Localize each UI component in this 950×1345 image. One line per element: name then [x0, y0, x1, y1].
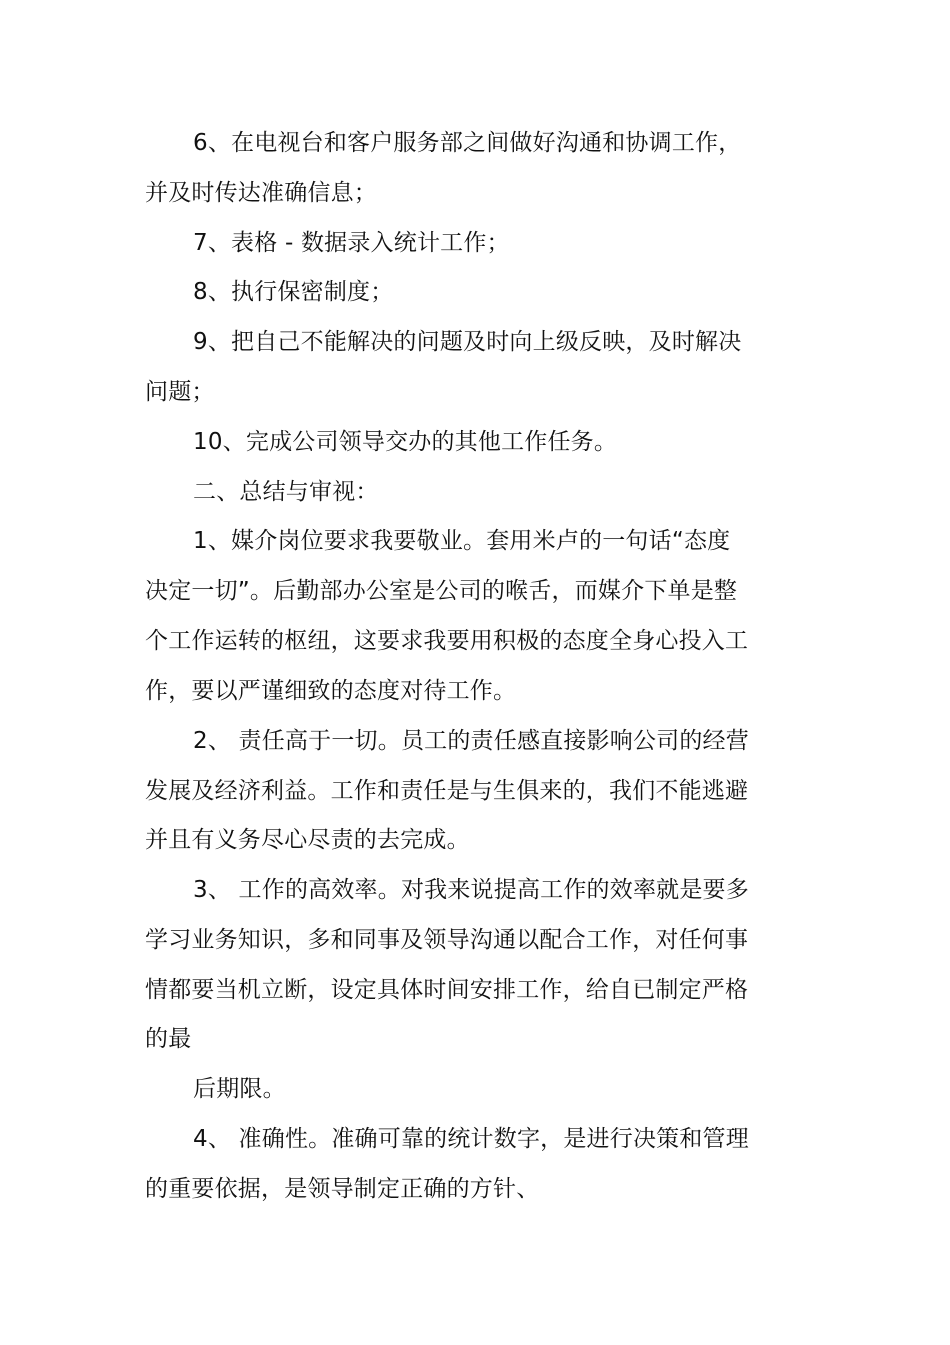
paragraph-line: 个工作运转的枢纽，这要求我要用积极的态度全身心投入工 [145, 628, 749, 654]
paragraph-line: 9、把自己不能解决的问题及时向上级反映，及时解决 [193, 329, 742, 355]
paragraph-line: 并及时传达准确信息； [145, 180, 377, 206]
paragraph-line: 问题； [145, 379, 215, 405]
paragraph-line: 4、 准确性。准确可靠的统计数字，是进行决策和管理 [193, 1126, 749, 1152]
paragraph-line: 发展及经济利益。工作和责任是与生俱来的，我们不能逃避 [145, 778, 749, 804]
section-heading: 二、总结与审视： [193, 479, 379, 505]
paragraph-line: 3、 工作的高效率。对我来说提高工作的效率就是要多 [193, 877, 749, 903]
paragraph-line: 1、媒介岗位要求我要敬业。套用米卢的一句话“态度 [193, 528, 731, 554]
paragraph-line: 的重要依据，是领导制定正确的方针、 [145, 1176, 540, 1202]
paragraph-line: 的最 [145, 1026, 192, 1052]
paragraph-line: 决定一切”。后勤部办公室是公司的喉舌，而媒介下单是整 [145, 578, 738, 604]
paragraph-line: 6、在电视台和客户服务部之间做好沟通和协调工作， [193, 130, 742, 156]
paragraph-line: 10、完成公司领导交办的其他工作任务。 [193, 429, 618, 455]
paragraph-line: 7、表格 - 数据录入统计工作； [193, 230, 510, 256]
paragraph-line: 8、执行保密制度； [193, 279, 394, 305]
paragraph-line: 并且有义务尽心尽责的去完成。 [145, 827, 470, 853]
paragraph-line: 后期限。 [193, 1076, 286, 1102]
paragraph-line: 学习业务知识，多和同事及领导沟通以配合工作，对任何事 [145, 927, 749, 953]
paragraph-line: 作，要以严谨细致的态度对待工作。 [145, 678, 517, 704]
paragraph-line: 2、 责任高于一切。员工的责任感直接影响公司的经营 [193, 728, 749, 754]
paragraph-line: 情都要当机立断，设定具体时间安排工作，给自已制定严格 [145, 977, 749, 1003]
